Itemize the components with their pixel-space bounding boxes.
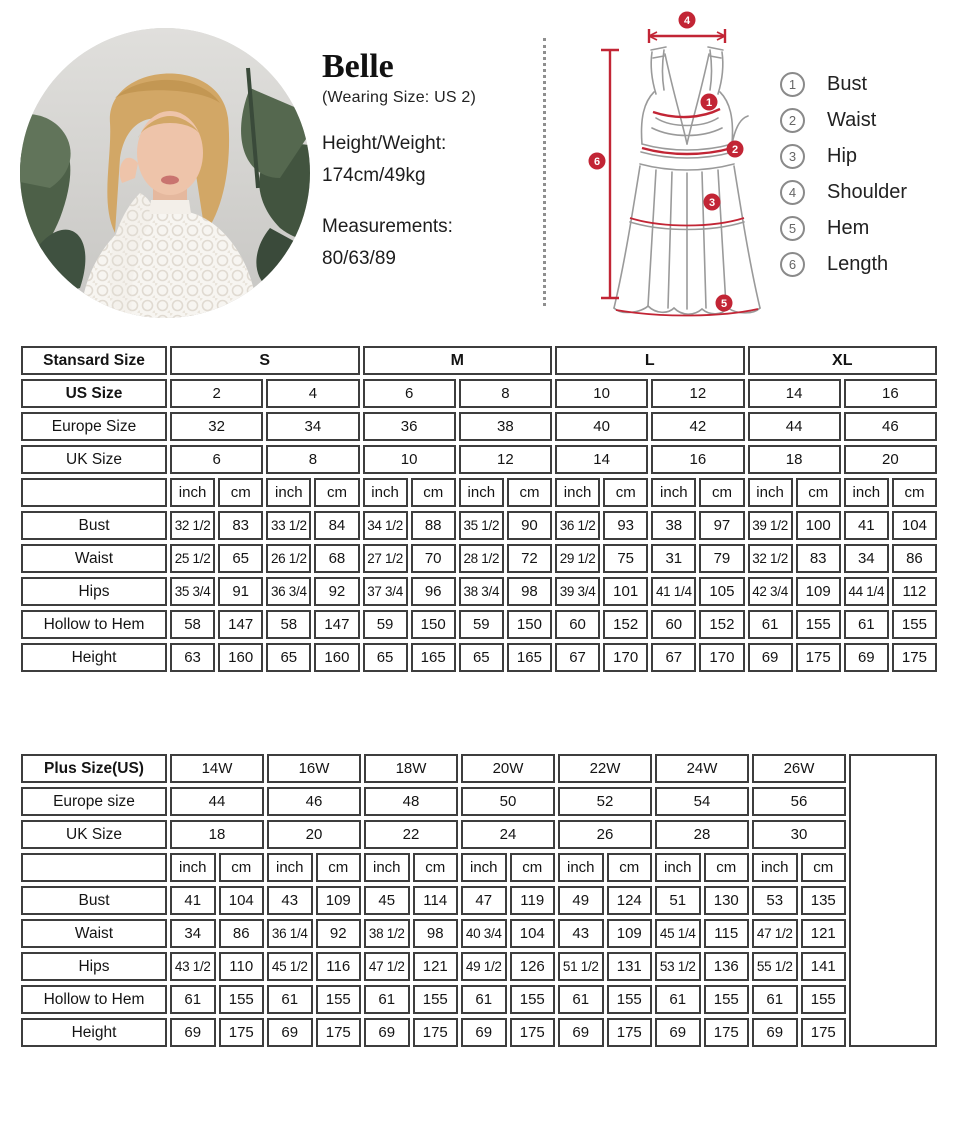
measurement-label: Hollow to Hem — [21, 610, 167, 639]
value-cell: 51 1/2 — [558, 952, 604, 981]
measurement-label: Bust — [21, 511, 167, 540]
value-cell: 68 — [314, 544, 359, 573]
plus-size-cell: 16W — [267, 754, 361, 783]
value-cell: 47 1/2 — [752, 919, 798, 948]
europe-size-cell: 34 — [266, 412, 359, 441]
value-cell: 155 — [219, 985, 265, 1014]
value-cell: 65 — [459, 643, 504, 672]
value-cell: 175 — [704, 1018, 750, 1047]
measurement-label: Waist — [21, 919, 167, 948]
europe-size-cell: 32 — [170, 412, 263, 441]
value-cell: 39 1/2 — [748, 511, 793, 540]
value-cell: 92 — [314, 577, 359, 606]
value-cell: 110 — [219, 952, 265, 981]
europe-size-label: Europe Size — [21, 412, 167, 441]
unit-inch-cell: inch — [558, 853, 604, 882]
value-cell: 59 — [363, 610, 408, 639]
uk-size-cell: 18 — [748, 445, 841, 474]
value-cell: 121 — [801, 919, 847, 948]
europe-size-cell: 42 — [651, 412, 744, 441]
value-cell: 65 — [266, 643, 311, 672]
value-cell: 155 — [510, 985, 556, 1014]
value-cell: 93 — [603, 511, 648, 540]
model-photo — [20, 28, 310, 318]
value-cell: 69 — [655, 1018, 701, 1047]
svg-text:6: 6 — [593, 156, 601, 168]
value-cell: 104 — [219, 886, 265, 915]
value-cell: 38 — [651, 511, 696, 540]
europe-size-cell: 46 — [267, 787, 361, 816]
value-cell: 69 — [364, 1018, 410, 1047]
value-cell: 88 — [411, 511, 456, 540]
value-cell: 75 — [603, 544, 648, 573]
value-cell: 45 1/4 — [655, 919, 701, 948]
value-cell: 43 — [558, 919, 604, 948]
plus-size-table — [18, 750, 940, 1051]
europe-size-cell: 48 — [364, 787, 458, 816]
value-cell: 150 — [507, 610, 552, 639]
value-cell: 38 1/2 — [364, 919, 410, 948]
value-cell: 155 — [892, 610, 937, 639]
legend-label: Hip — [827, 145, 858, 167]
uk-size-label: UK Size — [21, 820, 167, 849]
svg-text:1: 1 — [705, 97, 713, 109]
us-size-cell: 14 — [748, 379, 841, 408]
value-cell: 130 — [704, 886, 750, 915]
value-cell: 175 — [219, 1018, 265, 1047]
legend-number-icon: 5 — [780, 216, 805, 241]
value-cell: 29 1/2 — [555, 544, 600, 573]
value-cell: 114 — [413, 886, 459, 915]
legend-number-icon: 4 — [780, 180, 805, 205]
value-cell: 112 — [892, 577, 937, 606]
height-weight-label: Height/Weight: — [322, 133, 447, 155]
europe-size-cell: 44 — [748, 412, 841, 441]
legend-label: Shoulder — [827, 181, 908, 203]
value-cell: 40 3/4 — [461, 919, 507, 948]
svg-text:2: 2 — [731, 144, 739, 156]
measurement-label: Hips — [21, 952, 167, 981]
value-cell: 119 — [510, 886, 556, 915]
measurement-label: Height — [21, 643, 167, 672]
dress-sketch — [552, 6, 787, 324]
measurement-legend — [780, 72, 907, 288]
value-cell: 34 — [170, 919, 216, 948]
value-cell: 72 — [507, 544, 552, 573]
value-cell: 34 — [844, 544, 889, 573]
unit-inch-cell: inch — [459, 478, 504, 507]
value-cell: 160 — [314, 643, 359, 672]
measurement-label: Waist — [21, 544, 167, 573]
value-cell: 61 — [844, 610, 889, 639]
value-cell: 150 — [411, 610, 456, 639]
value-cell: 100 — [796, 511, 841, 540]
legend-number-icon: 2 — [780, 108, 805, 133]
value-cell: 47 1/2 — [364, 952, 410, 981]
value-cell: 86 — [219, 919, 265, 948]
measurements-label: Measurements: — [322, 216, 453, 238]
value-cell: 69 — [752, 1018, 798, 1047]
value-cell: 45 1/2 — [267, 952, 313, 981]
unit-cm-cell: cm — [892, 478, 937, 507]
unit-inch-cell: inch — [170, 853, 216, 882]
value-cell: 47 — [461, 886, 507, 915]
value-cell: 53 1/2 — [655, 952, 701, 981]
value-cell: 42 3/4 — [748, 577, 793, 606]
dotted-divider — [543, 38, 546, 306]
us-size-cell: 12 — [651, 379, 744, 408]
europe-size-cell: 46 — [844, 412, 937, 441]
value-cell: 35 3/4 — [170, 577, 215, 606]
unit-inch-cell: inch — [363, 478, 408, 507]
value-cell: 175 — [510, 1018, 556, 1047]
unit-cm-cell: cm — [413, 853, 459, 882]
value-cell: 28 1/2 — [459, 544, 504, 573]
value-cell: 34 1/2 — [363, 511, 408, 540]
value-cell: 79 — [699, 544, 744, 573]
value-cell: 83 — [796, 544, 841, 573]
value-cell: 59 — [459, 610, 504, 639]
value-cell: 98 — [413, 919, 459, 948]
value-cell: 61 — [558, 985, 604, 1014]
uk-size-cell: 30 — [752, 820, 846, 849]
legend-item-hem — [780, 216, 907, 241]
value-cell: 55 1/2 — [752, 952, 798, 981]
value-cell: 126 — [510, 952, 556, 981]
value-cell: 121 — [413, 952, 459, 981]
value-cell: 175 — [413, 1018, 459, 1047]
value-cell: 69 — [267, 1018, 313, 1047]
europe-size-cell: 52 — [558, 787, 652, 816]
value-cell: 97 — [699, 511, 744, 540]
value-cell: 61 — [748, 610, 793, 639]
size-group-cell: M — [363, 346, 553, 375]
us-size-cell: 16 — [844, 379, 937, 408]
value-cell: 63 — [170, 643, 215, 672]
value-cell: 36 1/2 — [555, 511, 600, 540]
value-cell: 67 — [555, 643, 600, 672]
uk-size-cell: 6 — [170, 445, 263, 474]
uk-size-cell: 12 — [459, 445, 552, 474]
measurements-value: 80/63/89 — [322, 247, 396, 269]
model-name: Belle — [322, 48, 394, 85]
value-cell: 53 — [752, 886, 798, 915]
size-group-cell: S — [170, 346, 360, 375]
value-cell: 27 1/2 — [363, 544, 408, 573]
unit-cm-cell: cm — [603, 478, 648, 507]
value-cell: 155 — [704, 985, 750, 1014]
unit-cm-cell: cm — [801, 853, 847, 882]
value-cell: 115 — [704, 919, 750, 948]
value-cell: 65 — [363, 643, 408, 672]
plus-size-cell: 24W — [655, 754, 749, 783]
legend-label: Hem — [827, 217, 870, 239]
model-info — [322, 48, 540, 273]
wearing-size: (Wearing Size: US 2) — [322, 89, 476, 107]
unit-inch-cell: inch — [655, 853, 701, 882]
value-cell: 155 — [413, 985, 459, 1014]
legend-number-icon: 1 — [780, 72, 805, 97]
unit-inch-cell: inch — [752, 853, 798, 882]
value-cell: 69 — [748, 643, 793, 672]
value-cell: 49 1/2 — [461, 952, 507, 981]
value-cell: 38 3/4 — [459, 577, 504, 606]
svg-text:5: 5 — [720, 298, 728, 310]
value-cell: 90 — [507, 511, 552, 540]
value-cell: 147 — [218, 610, 263, 639]
value-cell: 58 — [170, 610, 215, 639]
unit-inch-cell: inch — [364, 853, 410, 882]
unit-inch-cell: inch — [651, 478, 696, 507]
value-cell: 131 — [607, 952, 653, 981]
us-size-cell: 2 — [170, 379, 263, 408]
value-cell: 41 — [170, 886, 216, 915]
plus-size-cell: 20W — [461, 754, 555, 783]
measurement-label: Height — [21, 1018, 167, 1047]
value-cell: 104 — [892, 511, 937, 540]
unit-cm-cell: cm — [510, 853, 556, 882]
value-cell: 147 — [314, 610, 359, 639]
unit-cm-cell: cm — [507, 478, 552, 507]
us-size-cell: 10 — [555, 379, 648, 408]
unit-cm-cell: cm — [699, 478, 744, 507]
unit-cm-cell: cm — [219, 853, 265, 882]
header-section — [0, 0, 960, 340]
us-size-cell: 4 — [266, 379, 359, 408]
uk-size-cell: 16 — [651, 445, 744, 474]
uk-size-cell: 14 — [555, 445, 648, 474]
legend-label: Waist — [827, 109, 877, 131]
value-cell: 35 1/2 — [459, 511, 504, 540]
legend-number-icon: 6 — [780, 252, 805, 277]
value-cell: 44 1/4 — [844, 577, 889, 606]
legend-item-length — [780, 252, 907, 277]
size-group-cell: L — [555, 346, 745, 375]
model-photo-art — [20, 28, 310, 318]
uk-size-cell: 20 — [267, 820, 361, 849]
unit-cm-cell: cm — [704, 853, 750, 882]
value-cell: 92 — [316, 919, 362, 948]
plus-size-cell: 22W — [558, 754, 652, 783]
value-cell: 83 — [218, 511, 263, 540]
unit-inch-cell: inch — [461, 853, 507, 882]
value-cell: 65 — [218, 544, 263, 573]
value-cell: 104 — [510, 919, 556, 948]
measurement-label: Hips — [21, 577, 167, 606]
value-cell: 101 — [603, 577, 648, 606]
value-cell: 69 — [844, 643, 889, 672]
unit-inch-cell: inch — [555, 478, 600, 507]
empty-column-cell — [849, 754, 937, 1047]
value-cell: 175 — [796, 643, 841, 672]
value-cell: 61 — [655, 985, 701, 1014]
value-cell: 165 — [411, 643, 456, 672]
unit-inch-cell: inch — [170, 478, 215, 507]
legend-label: Bust — [827, 73, 868, 95]
value-cell: 124 — [607, 886, 653, 915]
unit-cm-cell: cm — [316, 853, 362, 882]
empty-cell — [21, 853, 167, 882]
value-cell: 41 1/4 — [651, 577, 696, 606]
unit-inch-cell: inch — [748, 478, 793, 507]
value-cell: 155 — [316, 985, 362, 1014]
legend-label: Length — [827, 253, 889, 275]
measurement-label: Bust — [21, 886, 167, 915]
value-cell: 155 — [607, 985, 653, 1014]
value-cell: 136 — [704, 952, 750, 981]
value-cell: 175 — [892, 643, 937, 672]
europe-size-cell: 36 — [363, 412, 456, 441]
value-cell: 135 — [801, 886, 847, 915]
value-cell: 175 — [316, 1018, 362, 1047]
height-weight-value: 174cm/49kg — [322, 164, 426, 186]
plus-size-cell: 14W — [170, 754, 264, 783]
legend-item-bust — [780, 72, 907, 97]
uk-size-cell: 28 — [655, 820, 749, 849]
unit-inch-cell: inch — [267, 853, 313, 882]
value-cell: 58 — [266, 610, 311, 639]
standard-size-table — [18, 342, 940, 676]
value-cell: 109 — [796, 577, 841, 606]
value-cell: 175 — [607, 1018, 653, 1047]
value-cell: 165 — [507, 643, 552, 672]
svg-text:4: 4 — [683, 15, 691, 27]
value-cell: 155 — [796, 610, 841, 639]
size-group-cell: XL — [748, 346, 938, 375]
uk-size-cell: 18 — [170, 820, 264, 849]
uk-size-label: UK Size — [21, 445, 167, 474]
value-cell: 109 — [607, 919, 653, 948]
uk-size-cell: 26 — [558, 820, 652, 849]
unit-cm-cell: cm — [218, 478, 263, 507]
value-cell: 170 — [699, 643, 744, 672]
uk-size-cell: 8 — [266, 445, 359, 474]
value-cell: 61 — [364, 985, 410, 1014]
value-cell: 69 — [461, 1018, 507, 1047]
value-cell: 60 — [651, 610, 696, 639]
value-cell: 170 — [603, 643, 648, 672]
legend-item-waist — [780, 108, 907, 133]
value-cell: 91 — [218, 577, 263, 606]
plus-size-cell: 18W — [364, 754, 458, 783]
value-cell: 61 — [170, 985, 216, 1014]
uk-size-cell: 24 — [461, 820, 555, 849]
value-cell: 32 1/2 — [170, 511, 215, 540]
us-size-label: US Size — [21, 379, 167, 408]
value-cell: 96 — [411, 577, 456, 606]
value-cell: 84 — [314, 511, 359, 540]
value-cell: 160 — [218, 643, 263, 672]
value-cell: 60 — [555, 610, 600, 639]
value-cell: 26 1/2 — [266, 544, 311, 573]
value-cell: 31 — [651, 544, 696, 573]
value-cell: 61 — [752, 985, 798, 1014]
value-cell: 175 — [801, 1018, 847, 1047]
value-cell: 109 — [316, 886, 362, 915]
value-cell: 141 — [801, 952, 847, 981]
value-cell: 105 — [699, 577, 744, 606]
value-cell: 155 — [801, 985, 847, 1014]
unit-inch-cell: inch — [844, 478, 889, 507]
value-cell: 45 — [364, 886, 410, 915]
value-cell: 98 — [507, 577, 552, 606]
value-cell: 25 1/2 — [170, 544, 215, 573]
uk-size-cell: 10 — [363, 445, 456, 474]
value-cell: 61 — [461, 985, 507, 1014]
unit-cm-cell: cm — [314, 478, 359, 507]
europe-size-cell: 44 — [170, 787, 264, 816]
svg-text:3: 3 — [708, 197, 716, 209]
uk-size-cell: 22 — [364, 820, 458, 849]
legend-number-icon: 3 — [780, 144, 805, 169]
value-cell: 43 1/2 — [170, 952, 216, 981]
unit-cm-cell: cm — [796, 478, 841, 507]
value-cell: 70 — [411, 544, 456, 573]
value-cell: 86 — [892, 544, 937, 573]
value-cell: 61 — [267, 985, 313, 1014]
measurement-label: Hollow to Hem — [21, 985, 167, 1014]
unit-cm-cell: cm — [607, 853, 653, 882]
value-cell: 116 — [316, 952, 362, 981]
value-cell: 69 — [558, 1018, 604, 1047]
value-cell: 41 — [844, 511, 889, 540]
empty-cell — [21, 478, 167, 507]
value-cell: 36 1/4 — [267, 919, 313, 948]
legend-item-shoulder — [780, 180, 907, 205]
value-cell: 39 3/4 — [555, 577, 600, 606]
value-cell: 32 1/2 — [748, 544, 793, 573]
europe-size-cell: 50 — [461, 787, 555, 816]
value-cell: 36 3/4 — [266, 577, 311, 606]
unit-cm-cell: cm — [411, 478, 456, 507]
size-diagram — [552, 6, 787, 324]
value-cell: 43 — [267, 886, 313, 915]
value-cell: 33 1/2 — [266, 511, 311, 540]
legend-item-hip — [780, 144, 907, 169]
unit-inch-cell: inch — [266, 478, 311, 507]
standard-size-title: Stansard Size — [21, 346, 167, 375]
value-cell: 51 — [655, 886, 701, 915]
us-size-cell: 8 — [459, 379, 552, 408]
value-cell: 67 — [651, 643, 696, 672]
value-cell: 69 — [170, 1018, 216, 1047]
plus-size-cell: 26W — [752, 754, 846, 783]
value-cell: 152 — [699, 610, 744, 639]
plus-size-title: Plus Size(US) — [21, 754, 167, 783]
europe-size-cell: 38 — [459, 412, 552, 441]
europe-size-cell: 56 — [752, 787, 846, 816]
uk-size-cell: 20 — [844, 445, 937, 474]
value-cell: 37 3/4 — [363, 577, 408, 606]
value-cell: 49 — [558, 886, 604, 915]
europe-size-cell: 54 — [655, 787, 749, 816]
value-cell: 152 — [603, 610, 648, 639]
us-size-cell: 6 — [363, 379, 456, 408]
europe-size-cell: 40 — [555, 412, 648, 441]
europe-size-label: Europe size — [21, 787, 167, 816]
